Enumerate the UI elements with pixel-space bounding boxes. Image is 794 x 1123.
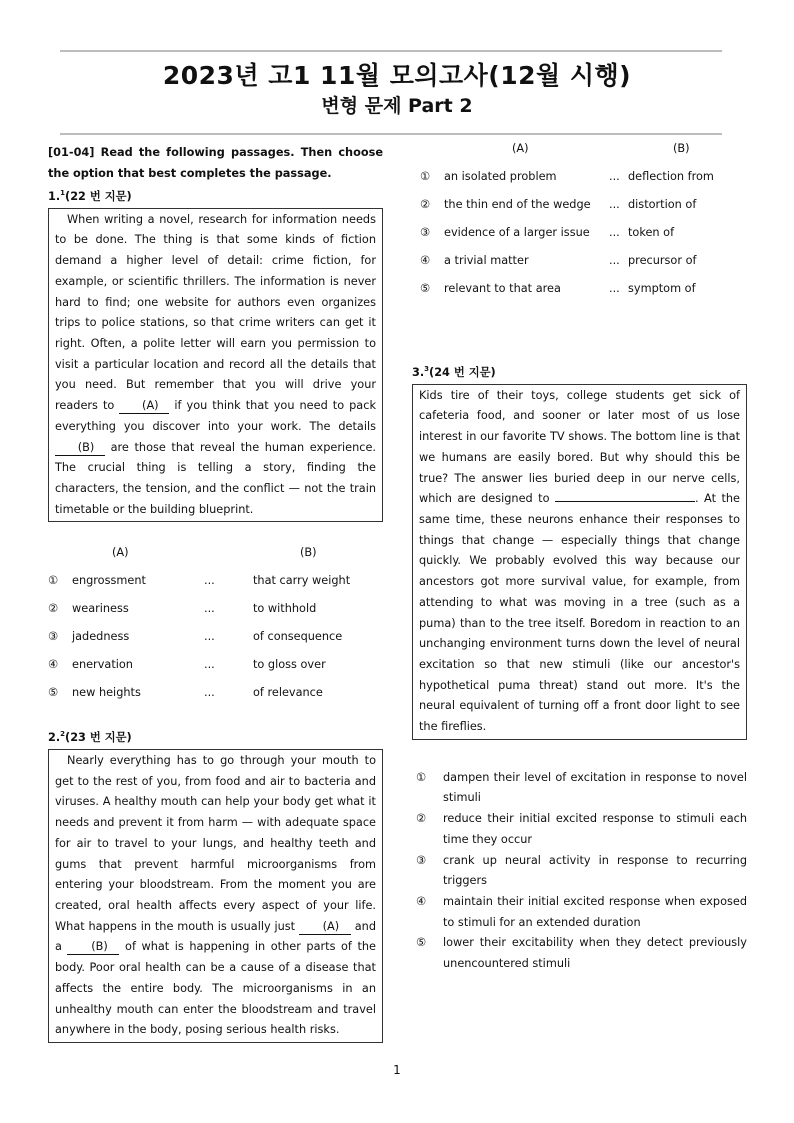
option-row[interactable]: [412, 226, 747, 254]
option-a: enervation: [72, 658, 133, 672]
option-a: jadedness: [72, 630, 130, 644]
option-row[interactable]: [48, 658, 383, 686]
q1-options: [48, 546, 383, 714]
q2-source: (23 번 지문): [65, 731, 132, 745]
q2-blank-b: (B): [67, 939, 119, 955]
q2-heading: [48, 726, 383, 746]
option-a: a trivial matter: [444, 254, 529, 267]
option-a: engrossment: [72, 574, 146, 588]
option-separator: ...: [204, 658, 215, 672]
option-number: ②: [48, 602, 59, 616]
option-number: ⑤: [420, 282, 431, 295]
q2-blank-a: (A): [299, 919, 351, 935]
option-row[interactable]: [412, 198, 747, 226]
option-number: ⑤: [48, 686, 59, 700]
option-separator: ...: [609, 254, 620, 267]
q2-options-header: [412, 142, 747, 170]
q1-source: (22 번 지문): [65, 189, 132, 203]
right-column: [412, 142, 747, 975]
q1-options-header: [48, 546, 383, 574]
option-b: distortion of: [628, 198, 697, 211]
page-title: 2023년 고1 11월 모의고사(12월 시행): [162, 61, 632, 90]
option-item[interactable]: [412, 768, 747, 809]
option-item[interactable]: [412, 851, 747, 892]
option-number: ①: [420, 170, 431, 183]
top-divider: [60, 50, 722, 52]
option-separator: ...: [204, 602, 215, 616]
q3-text-2: . At the same time, these neurons enhance their responses to things that change — especially things that change quickly. We probably evolved this way because our ancestors got more survival value, for example, from attending to what was moving in a tree (such as a puma) than to the tree itself. Boredom in reaction to an unchanging environment turns down the level of neural excitation so that new stimuli (like our ancestor's hypothetical puma threat) stand out more. It's the neural equivalent of turning off a front door light to see the fireflies.: [419, 492, 741, 734]
q3-footnote: 3: [424, 365, 430, 373]
option-number: ⑤: [416, 936, 427, 950]
q3-text-1: Kids tire of their toys, college students get sick of cafeteria food, and sooner or later most of us lose interest in our favorite TV shows. The bottom line is that we humans are easily bored. But why should this be true? The answer lies buried deep in our nerve cells, which are designed to: [419, 388, 740, 506]
option-text: dampen their level of excitation in response to novel stimuli: [443, 770, 747, 805]
option-a: the thin end of the wedge: [444, 198, 591, 211]
option-text: reduce their initial excited response to stimuli each time they occur: [443, 812, 747, 846]
option-row[interactable]: [48, 574, 383, 602]
q2-col-a: (A): [512, 142, 529, 155]
option-row[interactable]: [48, 630, 383, 658]
instruction: [01-04] Read the following passages. Then choose the option that best completes the passage.: [48, 146, 383, 180]
option-text: lower their excitability when they detect previously unencountered stimuli: [443, 936, 747, 971]
q1-heading: [48, 185, 383, 205]
q2-passage: [48, 749, 383, 1043]
option-text: crank up neural activity in response to recurring triggers: [443, 853, 747, 888]
option-separator: ...: [609, 170, 620, 183]
q1-col-a: (A): [112, 546, 129, 560]
option-a: weariness: [72, 602, 129, 616]
option-number: ③: [48, 630, 59, 644]
option-item[interactable]: [412, 809, 747, 850]
option-b: precursor of: [628, 254, 697, 267]
q1-blank-b: (B): [55, 440, 105, 456]
option-row[interactable]: [412, 254, 747, 282]
option-number: ②: [416, 812, 427, 826]
option-number: ③: [416, 853, 427, 867]
left-column: [48, 142, 383, 1043]
option-number: ④: [48, 658, 59, 672]
option-separator: ...: [204, 574, 215, 588]
q2-options: [412, 142, 747, 310]
q3-source: (24 번 지문): [429, 365, 496, 379]
option-row[interactable]: [48, 602, 383, 630]
q1-blank-a: (A): [119, 398, 169, 414]
option-a: relevant to that area: [444, 282, 561, 295]
q3-blank: [555, 501, 695, 502]
option-row[interactable]: [412, 282, 747, 310]
q2-col-b: (B): [673, 142, 690, 155]
q3-passage: [412, 384, 747, 740]
q1-text-3: are those that reveal the human experience. The crucial thing is telling a story, finding the characters, the tension, and the conflict — not the train timetable or the building blueprint.: [55, 440, 376, 516]
option-separator: ...: [609, 226, 620, 239]
option-a: an isolated problem: [444, 170, 557, 183]
option-b: to withhold: [253, 602, 317, 616]
q2-label: 2.: [48, 731, 61, 745]
q1-text-2: if you think that you need to pack everything you discover into your work. The details: [55, 399, 376, 433]
option-separator: ...: [609, 198, 620, 211]
option-b: deflection from: [628, 170, 714, 183]
option-a: evidence of a larger issue: [444, 226, 590, 239]
q1-label: 1.: [48, 189, 61, 203]
page-subtitle: 변형 문제 Part 2: [321, 95, 473, 117]
option-b: to gloss over: [253, 658, 326, 672]
option-row[interactable]: [48, 686, 383, 714]
option-item[interactable]: [412, 892, 747, 933]
option-item[interactable]: [412, 933, 747, 974]
option-number: ③: [420, 226, 431, 239]
q3-label: 3.: [412, 365, 425, 379]
q3-options: [412, 768, 747, 975]
option-text: maintain their initial excited response when exposed to stimuli for an extended duration: [443, 894, 747, 929]
option-separator: ...: [609, 282, 620, 295]
option-row[interactable]: [412, 170, 747, 198]
option-number: ②: [420, 198, 431, 211]
option-number: ④: [416, 894, 427, 908]
q1-footnote: 1: [60, 189, 66, 197]
option-a: new heights: [72, 686, 141, 700]
q1-col-b: (B): [300, 546, 317, 560]
option-separator: ...: [204, 630, 215, 644]
q2-text-1: Nearly everything has to go through your mouth to get to the rest of you, from food and air to bacteria and viruses. A healthy mouth can help your body get what it needs and prevent it from harm — with adequate space for air to travel to your lungs, and healthy teeth and gums that prevent harmful microorganisms from entering your bloodstream. From the moment you are created, oral health affects every aspect of your life. What happens in the mouth is usually just: [55, 754, 376, 933]
q2-text-2: and a: [55, 919, 376, 954]
q2-footnote: 2: [60, 730, 66, 739]
option-number: ①: [416, 770, 427, 784]
option-b: of consequence: [253, 630, 343, 644]
option-separator: ...: [204, 686, 215, 700]
page-number: 1: [393, 1063, 401, 1077]
option-b: that carry weight: [253, 574, 351, 588]
option-b: symptom of: [628, 282, 696, 295]
header-divider: [60, 133, 722, 135]
q2-text-3: of what is happening in other parts of the body. Poor oral health can be a cause of a disease that affects the entire body. The microorganisms in an unhealthy mouth can enter the bloodstream and travel anywhere in the body, posing serious health risks.: [55, 940, 376, 1037]
q3-heading: [412, 361, 747, 381]
option-b: token of: [628, 226, 675, 239]
option-number: ④: [420, 254, 431, 267]
q1-passage: [48, 208, 383, 523]
option-number: ①: [48, 574, 59, 588]
option-b: of relevance: [253, 686, 323, 700]
q1-text-1: When writing a novel, research for information needs to be done. The thing is that some kinds of fiction demand a higher level of detail: crime fiction, for example, or scientific thrillers. The information is never hard to find; one website for authors even organizes trips to police stations, so that crime writers can get it right. Often, a polite letter will earn you permission to visit a particular location and record all the details that you need. But remember that you will drive your readers to: [55, 212, 376, 413]
